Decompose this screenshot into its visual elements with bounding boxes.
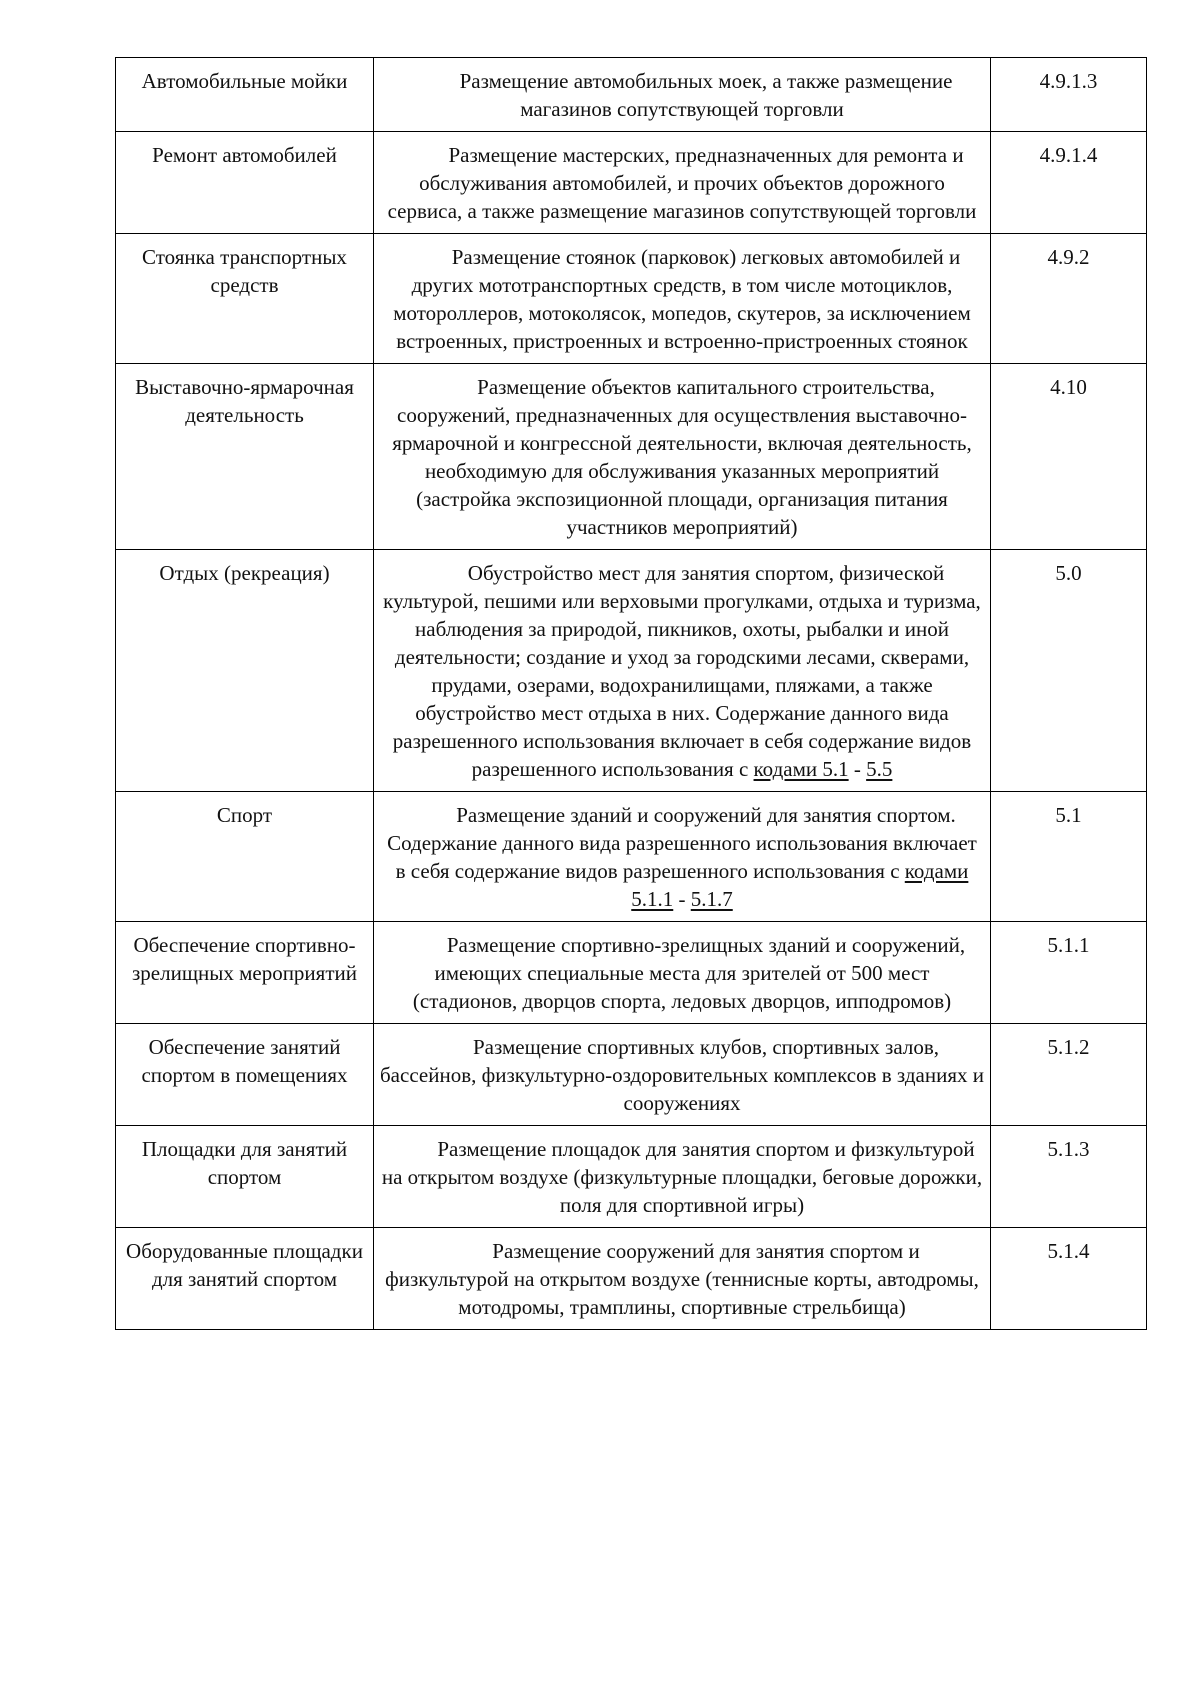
use-description-text: Размещение спортивных клубов, спортивных залов, бассейнов, физкультурно-оздоровительных комплексов в зданиях и сооружениях — [380, 1035, 984, 1115]
use-description-text: Размещение стоянок (парковок) легковых автомобилей и других мототранспортных средств, в том числе мотоциклов, мотороллеров, мотоколясок, мопедов, скутеров, за исключением встроенных, пристроенных и встроенно-пристроенных стоянок — [393, 245, 971, 353]
use-description — [374, 792, 991, 922]
use-description — [374, 922, 991, 1024]
use-description-text: Размещение автомобильных моек, а также размещение магазинов сопутствующей торговли — [459, 69, 953, 121]
use-description — [374, 234, 991, 364]
code-range-link-end[interactable]: 5.1.7 — [690, 887, 733, 911]
use-name: Спорт — [116, 792, 374, 922]
use-code: 5.1.1 — [991, 922, 1147, 1024]
use-code: 5.0 — [991, 550, 1147, 792]
table-row — [116, 364, 1147, 550]
use-description-text: Обустройство мест для занятия спортом, физической культурой, пешими или верховыми прогулками, отдыха и туризма, наблюдения за природой, пикников, охоты, рыбалки и иной деятельности; создание и уход за городскими лесами, скверами, прудами, озерами, водохранилищами, пляжами, а также обустройство мест отдыха в них. Содержание данного вида разрешенного использования включает в себя содержание видов разрешенного использования с — [383, 561, 981, 781]
code-range-separator: - — [673, 887, 691, 911]
use-description — [374, 58, 991, 132]
use-description — [374, 550, 991, 792]
table-row — [116, 132, 1147, 234]
use-code: 4.9.1.3 — [991, 58, 1147, 132]
use-description — [374, 1024, 991, 1126]
use-description — [374, 1228, 991, 1330]
use-name: Оборудованные площадки для занятий спортом — [116, 1228, 374, 1330]
use-description-text: Размещение сооружений для занятия спортом и физкультурой на открытом воздухе (теннисные корты, автодромы, мотодромы, трамплины, спортивные стрельбища) — [385, 1239, 979, 1319]
table-row — [116, 1126, 1147, 1228]
use-description-text: Размещение спортивно-зрелищных зданий и сооружений, имеющих специальные места для зрителей от 500 мест (стадионов, дворцов спорта, ледовых дворцов, ипподромов) — [412, 933, 966, 1013]
code-range-link-end[interactable]: 5.5 — [866, 757, 893, 781]
table-body — [116, 58, 1147, 1330]
use-code: 4.9.1.4 — [991, 132, 1147, 234]
code-range-separator: - — [848, 757, 867, 781]
table-row — [116, 234, 1147, 364]
use-code: 5.1.4 — [991, 1228, 1147, 1330]
use-code: 5.1.2 — [991, 1024, 1147, 1126]
use-name: Стоянка транспортных средств — [116, 234, 374, 364]
table-row — [116, 550, 1147, 792]
use-name: Обеспечение спортивно-зрелищных мероприятий — [116, 922, 374, 1024]
table-row — [116, 922, 1147, 1024]
use-name: Обеспечение занятий спортом в помещениях — [116, 1024, 374, 1126]
use-description — [374, 1126, 991, 1228]
use-name: Автомобильные мойки — [116, 58, 374, 132]
code-range-link-start[interactable]: кодами 5.1 — [753, 757, 849, 781]
table-row — [116, 1024, 1147, 1126]
use-name: Площадки для занятий спортом — [116, 1126, 374, 1228]
use-description — [374, 364, 991, 550]
use-description — [374, 132, 991, 234]
use-code: 4.10 — [991, 364, 1147, 550]
table-row — [116, 58, 1147, 132]
table-row — [116, 1228, 1147, 1330]
use-code: 5.1 — [991, 792, 1147, 922]
use-description-text: Размещение объектов капитального строительства, сооружений, предназначенных для осуществления выставочно-ярмарочной и конгрессной деятельности, включая деятельность, необходимую для обслуживания указанных мероприятий (застройка экспозиционной площади, организация питания участников мероприятий) — [392, 375, 972, 539]
code-range-link-start[interactable]: кодами 5.1.1 — [631, 859, 969, 911]
use-description-text: Размещение площадок для занятия спортом и физкультурой на открытом воздухе (физкультурные площадки, беговые дорожки, поля для спортивной игры) — [381, 1137, 983, 1217]
use-code: 5.1.3 — [991, 1126, 1147, 1228]
land-use-table — [115, 57, 1147, 1330]
use-name: Отдых (рекреация) — [116, 550, 374, 792]
use-description-text: Размещение зданий и сооружений для занятия спортом. Содержание данного вида разрешенного использования включает в себя содержание видов разрешенного использования с — [387, 803, 977, 883]
use-name: Выставочно-ярмарочная деятельность — [116, 364, 374, 550]
use-description-text: Размещение мастерских, предназначенных для ремонта и обслуживания автомобилей, и прочих объектов дорожного сервиса, а также размещение магазинов сопутствующей торговли — [387, 143, 977, 223]
use-code: 4.9.2 — [991, 234, 1147, 364]
table-row — [116, 792, 1147, 922]
use-name: Ремонт автомобилей — [116, 132, 374, 234]
